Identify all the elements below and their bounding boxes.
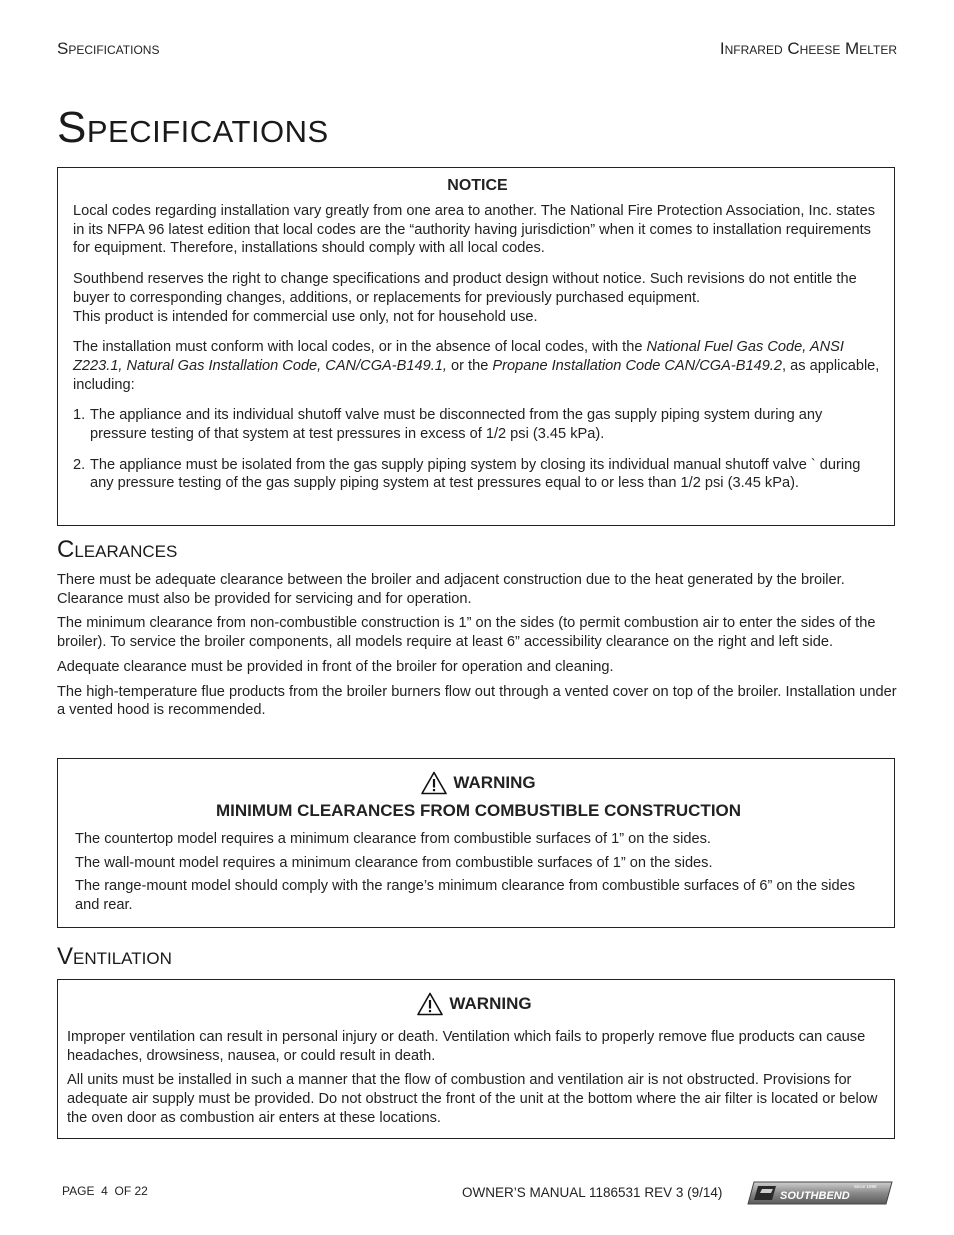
clearances-paragraph: The minimum clearance from non-combustible construction is 1” on the sides (to permit combustion air to enter the sides of the broiler). To service the broiler components, all models require at least 6” accessibility clearance on the right and left side. bbox=[57, 615, 876, 651]
list-item-text: The appliance must be isolated from the gas supply piping system by closing its individual manual shutoff valve ` during any pressure testing of the gas supply piping system at test pressures equal to or less than 1/2 psi (3.45 kPa). bbox=[90, 456, 861, 492]
logo-since-text: Since 1898 bbox=[854, 1184, 877, 1189]
list-item-number: 1. bbox=[73, 407, 86, 424]
list-item bbox=[73, 456, 882, 493]
list-item bbox=[73, 406, 882, 443]
notice-paragraph-installation bbox=[73, 338, 882, 394]
logo-text: SOUTHBEND bbox=[780, 1190, 850, 1202]
warning-header bbox=[67, 992, 882, 1016]
notice-code-national: National Fuel Gas Code, ANSI Z223.1, Natural Gas Installation Code, CAN/CGA-B149.1, bbox=[73, 339, 844, 374]
notice-paragraph-codes: Local codes regarding installation vary greatly from one area to another. The National Fire Protection Association, Inc. states in its NFPA 96 latest edition that local codes are the “authority having jurisdiction” when it comes to installation requirements for equipment. Therefore, installations should comply with all local codes. bbox=[73, 203, 876, 257]
notice-heading: NOTICE bbox=[447, 177, 508, 194]
page-title: Specifications bbox=[57, 103, 329, 152]
warning-line: The range-mount model should comply with the range’s minimum clearance from combustible surfaces of 6” on the sides and rear. bbox=[75, 878, 856, 914]
list-item-number: 2. bbox=[73, 456, 86, 473]
southbend-logo bbox=[746, 1180, 894, 1206]
clearances-paragraph: Adequate clearance must be provided in front of the broiler for operation and cleaning. bbox=[57, 658, 614, 675]
notice-list bbox=[73, 406, 882, 493]
warning-line: The countertop model requires a minimum clearance from combustible surfaces of 1” on the sides. bbox=[75, 831, 711, 847]
clearances-body bbox=[57, 571, 897, 726]
notice-installation-tail: , as applicable, including: bbox=[73, 357, 880, 393]
ventilation-heading: Ventilation bbox=[57, 943, 172, 970]
clearances-heading: Clearances bbox=[57, 536, 178, 563]
notice-installation-or: or the bbox=[446, 357, 493, 374]
list-item-text: The appliance and its individual shutoff valve must be disconnected from the gas supply piping system during any pressure testing of that system at test pressures in excess of 1/2 psi (3.45 kPa). bbox=[90, 407, 823, 443]
notice-installation-lead: The installation must conform with local codes, or in the absence of local codes, with the bbox=[73, 339, 647, 356]
notice-box bbox=[57, 167, 895, 526]
running-header-title: Infrared Cheese Melter bbox=[719, 39, 897, 58]
warning-line: All units must be installed in such a manner that the flow of combustion and ventilation air is not obstructed. Provisions for adequate air supply must be provided. Do not obstruct the front of the unit at the bottom where the air filter is located or below the oven door as combustion air enters at these locations. bbox=[67, 1072, 878, 1126]
warning-line: The wall-mount model requires a minimum clearance from combustible surfaces of 1” on the sides. bbox=[75, 854, 713, 871]
page-number bbox=[62, 1184, 148, 1198]
warning-label: WARNING bbox=[449, 994, 532, 1013]
warning-triangle-icon bbox=[421, 771, 447, 795]
warning-triangle-icon bbox=[417, 992, 443, 1016]
notice-commercial-use-text: This product is intended for commercial use only, not for household use. bbox=[73, 308, 538, 325]
clearances-warning-box bbox=[57, 758, 895, 928]
page-total: OF 22 bbox=[114, 1184, 148, 1198]
warning-label: WARNING bbox=[453, 773, 536, 792]
manual-reference: OWNER’S MANUAL 1186531 REV 3 (9/14) bbox=[462, 1185, 723, 1200]
notice-code-propane: Propane Installation Code CAN/CGA-B149.2 bbox=[492, 357, 782, 374]
page-label: PAGE bbox=[62, 1184, 95, 1198]
ventilation-warning-box bbox=[57, 979, 895, 1139]
page-number-value: 4 bbox=[101, 1184, 108, 1198]
notice-rights-text: Southbend reserves the right to change specifications and product design without notice. Such revisions do not entitle the buyer to corresponding changes, additions, or replacements for previously purchased equipment. bbox=[73, 271, 857, 306]
clearances-paragraph: There must be adequate clearance between the broiler and adjacent construction due to the heat generated by the broiler. Clearance must also be provided for servicing and for operation. bbox=[57, 572, 845, 607]
warning-subheading: MINIMUM CLEARANCES FROM COMBUSTIBLE CONSTRUCTION bbox=[215, 801, 742, 820]
notice-paragraph-rights bbox=[73, 270, 882, 326]
warning-header bbox=[75, 771, 882, 795]
warning-line: Improper ventilation can result in personal injury or death. Ventilation which fails to properly remove flue products can cause headaches, drowsiness, nausea, or could result in death. bbox=[67, 1029, 866, 1064]
running-header-section: Specifications bbox=[57, 39, 160, 58]
clearances-paragraph: The high-temperature flue products from the broiler burners flow out through a vented cover on top of the broiler. Installation under a vented hood is recommended. bbox=[57, 683, 897, 719]
